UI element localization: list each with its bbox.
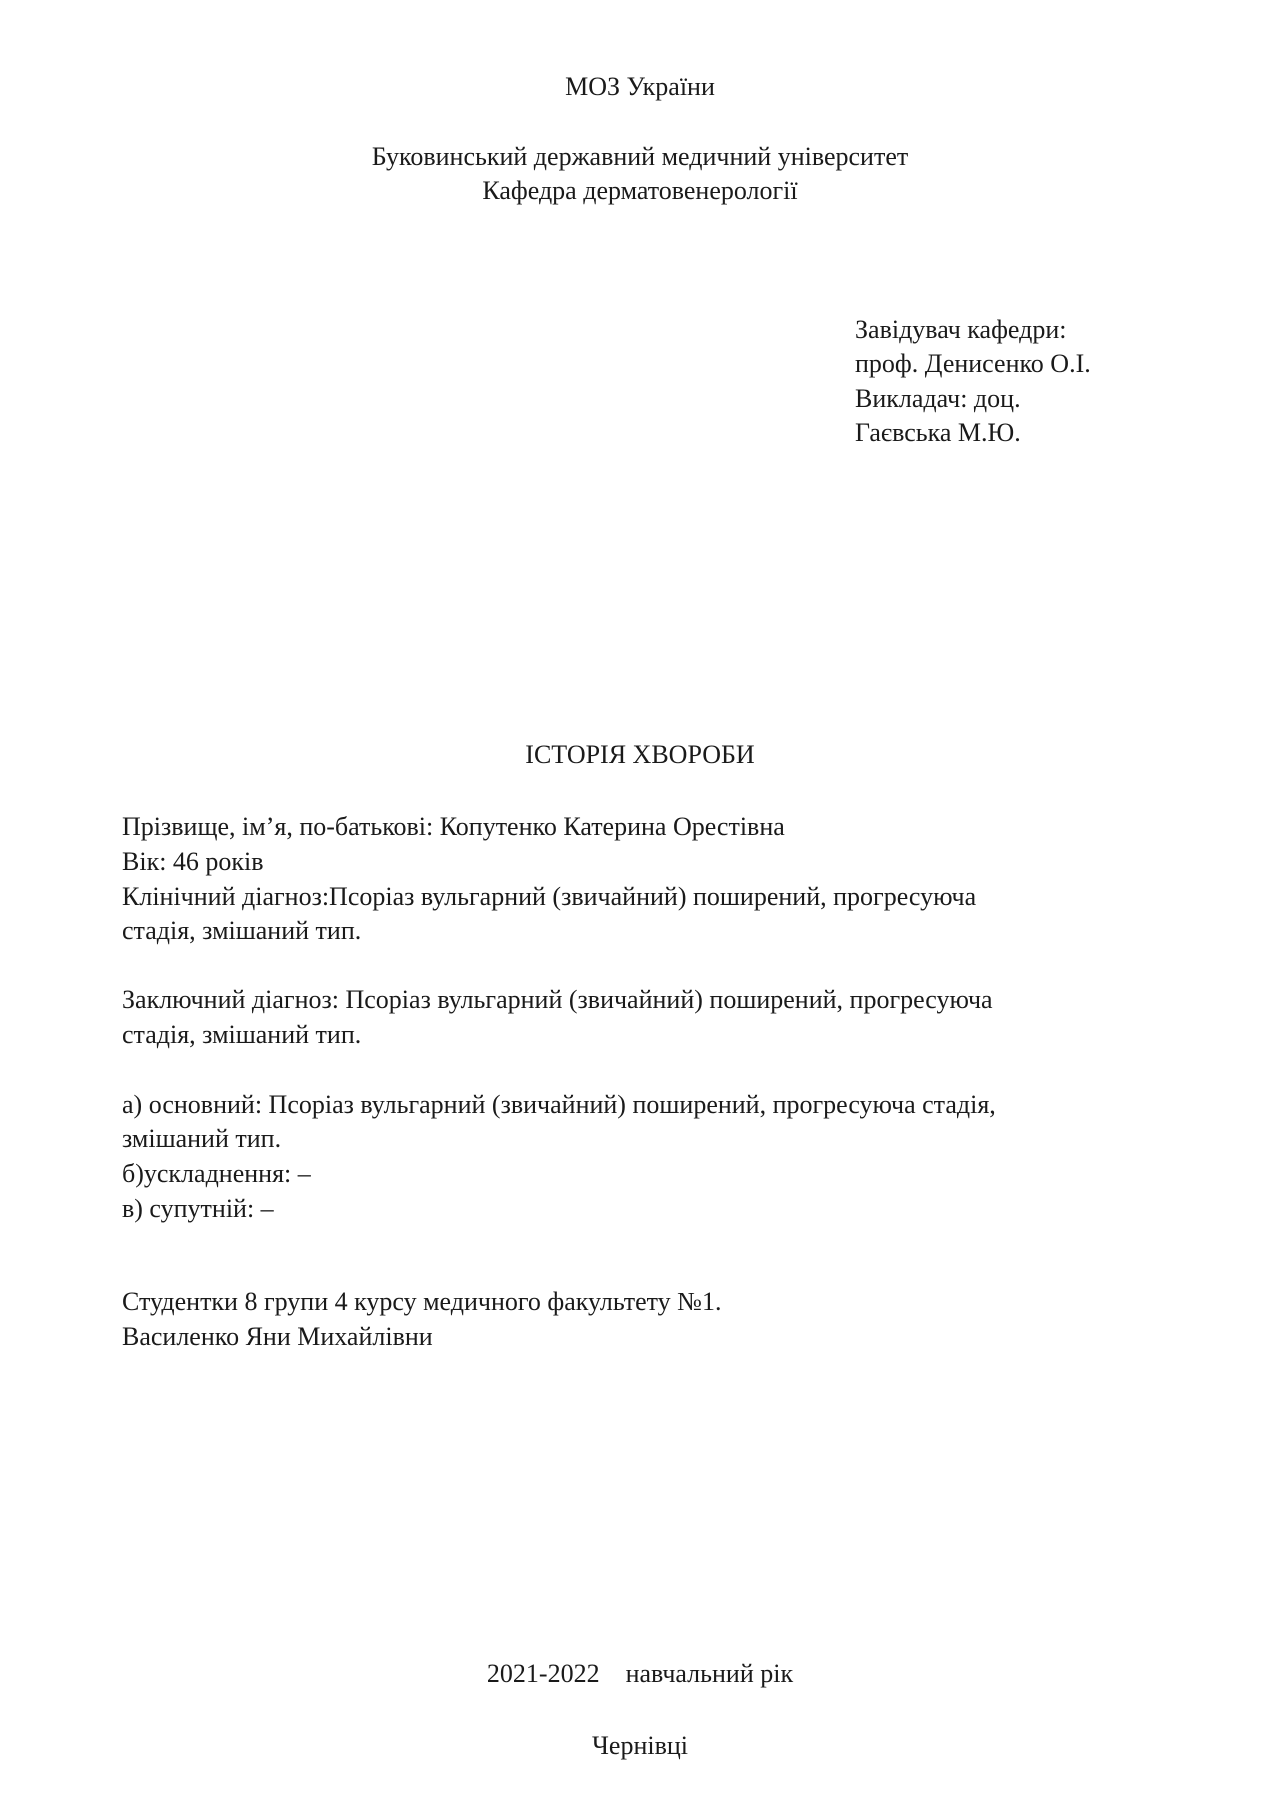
teacher-name: Гаєвська М.Ю.	[855, 418, 1021, 447]
university-heading: Буковинський державний медичний університет	[371, 142, 909, 171]
clinical-diagnosis-line-1: Клінічний діагноз:Псоріаз вульгарний (звичайний) поширений, прогресуюча	[122, 882, 977, 911]
teacher-label: Викладач: доц.	[855, 384, 1021, 413]
final-diagnosis-line-1: Заключний діагноз: Псоріаз вульгарний (звичайний) поширений, прогресуюча	[122, 985, 993, 1014]
patient-name: Прізвище, ім’я, по-батькові: Копутенко Катерина Орестівна	[122, 812, 785, 841]
clinical-diagnosis-line-2: стадія, змішаний тип.	[122, 916, 362, 945]
academic-year-line	[0, 1657, 1280, 1691]
city-line: Чернівці	[592, 1731, 688, 1760]
ministry-heading: МОЗ України	[565, 72, 715, 101]
head-of-department-label: Завідувач кафедри:	[855, 315, 1067, 344]
patient-age: Вік: 46 років	[122, 847, 264, 876]
student-group-line: Студентки 8 групи 4 курсу медичного факультету №1.	[122, 1287, 722, 1316]
complications-line: б)ускладнення: –	[122, 1159, 311, 1188]
main-diagnosis-line-2: змішаний тип.	[122, 1124, 282, 1153]
main-diagnosis-line-1: а) основний: Псоріаз вульгарний (звичайний) поширений, прогресуюча стадія,	[122, 1090, 996, 1119]
document-title: ІСТОРІЯ ХВОРОБИ	[525, 740, 755, 769]
department-heading: Кафедра дерматовенерології	[482, 176, 798, 205]
academic-years: 2021-2022	[486, 1659, 600, 1688]
final-diagnosis-line-2: стадія, змішаний тип.	[122, 1020, 362, 1049]
concomitant-line: в) супутній: –	[122, 1194, 274, 1223]
academic-year-label: навчальний рік	[625, 1659, 794, 1688]
head-of-department-name: проф. Денисенко О.І.	[855, 349, 1091, 378]
student-name-line: Василенко Яни Михайлівни	[122, 1322, 433, 1351]
